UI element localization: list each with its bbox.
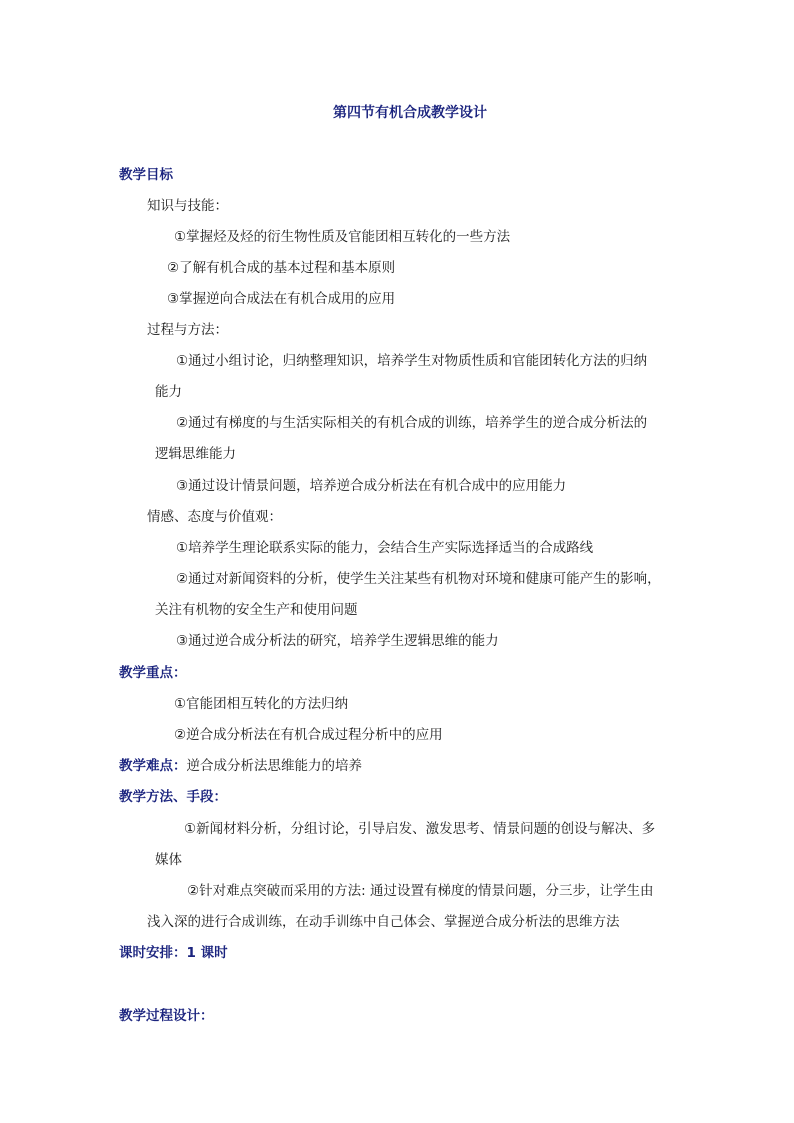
process-item-1-line-1: ①通过小组讨论，归纳整理知识，培养学生对物质性质和官能团转化方法的归纳 xyxy=(176,353,648,369)
methods-item-2-line-2: 浅入深的进行合成训练，在动手训练中自己体会、掌握逆合成分析法的思维方法 xyxy=(147,914,620,930)
process-label: 过程与方法： xyxy=(147,322,228,338)
difficulty-text: 逆合成分析法思维能力的培养 xyxy=(186,758,362,774)
process-design-heading: 教学过程设计： xyxy=(119,1008,214,1024)
process-item-3: ③通过设计情景问题，培养逆合成分析法在有机合成中的应用能力 xyxy=(176,478,567,494)
difficulty-heading: 教学难点： xyxy=(119,758,187,774)
methods-heading: 教学方法、手段： xyxy=(119,789,227,805)
key-point-1: ①官能团相互转化的方法归纳 xyxy=(174,696,349,712)
knowledge-item-1: ①掌握烃及烃的衍生物性质及官能团相互转化的一些方法 xyxy=(174,229,511,245)
methods-item-1-line-1: ①新闻材料分析，分组讨论，引导启发、激发思考、情景问题的创设与解决、多 xyxy=(184,821,656,837)
knowledge-item-2: ②了解有机合成的基本过程和基本原则 xyxy=(167,260,396,276)
key-points-heading: 教学重点： xyxy=(119,665,187,681)
objectives-heading: 教学目标 xyxy=(119,167,173,183)
emotion-item-3: ③通过逆合成分析法的研究，培养学生逻辑思维的能力 xyxy=(176,633,499,649)
process-item-1-line-2: 能力 xyxy=(155,384,182,400)
key-point-2: ②逆合成分析法在有机合成过程分析中的应用 xyxy=(174,727,443,743)
schedule-line: 课时安排：1 课时 xyxy=(119,945,228,961)
process-item-2-line-1: ②通过有梯度的与生活实际相关的有机合成的训练，培养学生的逆合成分析法的 xyxy=(176,415,648,431)
difficulty-line xyxy=(119,757,362,775)
document-title: 第四节有机合成教学设计 xyxy=(333,105,487,121)
emotion-label: 情感、态度与价值观： xyxy=(147,509,282,525)
emotion-item-2-line-2: 关注有机物的安全生产和使用问题 xyxy=(155,602,358,618)
emotion-item-1: ①培养学生理论联系实际的能力，会结合生产实际选择适当的合成路线 xyxy=(176,540,594,556)
emotion-item-2-line-1: ②通过对新闻资料的分析，使学生关注某些有机物对环境和健康可能产生的影响， xyxy=(176,571,661,587)
methods-item-2-line-1: ②针对难点突破而采用的方法: 通过设置有梯度的情景问题，分三步，让学生由 xyxy=(187,883,654,899)
knowledge-item-3: ③掌握逆向合成法在有机合成用的应用 xyxy=(167,291,396,307)
knowledge-label: 知识与技能： xyxy=(147,198,228,214)
process-item-2-line-2: 逻辑思维能力 xyxy=(155,446,236,462)
methods-item-1-line-2: 媒体 xyxy=(155,852,182,868)
